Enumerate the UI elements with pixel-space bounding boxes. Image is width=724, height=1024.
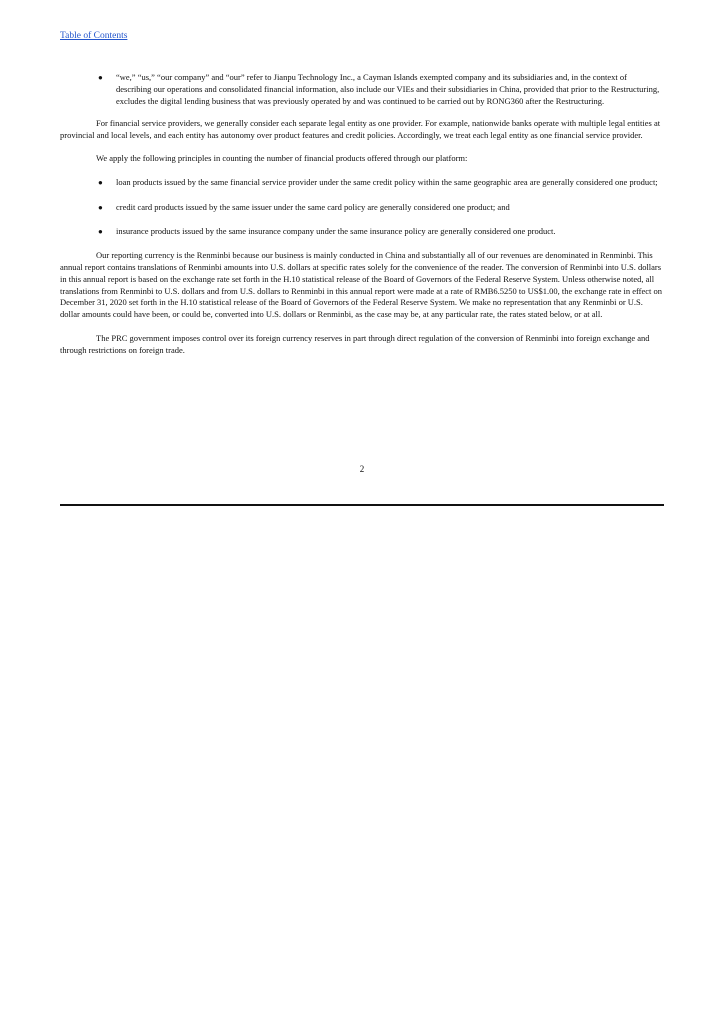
- page-number: 2: [359, 464, 365, 474]
- principle-loan-products-text: loan products issued by the same financial service provider under the same credit policy within the same geographic area are generally considered one product;: [116, 176, 658, 187]
- financial-service-providers-paragraph: For financial service providers, we generally consider each separate legal entity as one provider. For example, nationwide banks operate with multiple legal entities at provincial and local levels, and each entity has autonomy over product features and credit policies. Accordingly, we treat each legal entity as one financial service provider.: [60, 118, 661, 141]
- reporting-currency-paragraph: Our reporting currency is the Renminbi because our business is mainly conducted in China and substantially all of our revenues are denominated in Renminbi. This annual report contains translations of Renminbi amounts into U.S. dollars at specific rates solely for the convenience of the reader. The conversion of Renminbi into U.S. dollars in this annual report is based on the exchange rate set forth in the H.10 statistical release of the Board of Governors of the Federal Reserve System. Unless otherwise noted, all translations from Renminbi to U.S. dollars and from U.S. dollars to Renminbi in this annual report were made at a rate of RMB6.5250 to US$1.00, the exchange rate in effect on December 31, 2020 set forth in the H.10 statistical release of the Board of Governors of the Federal Reserve System. We make no representation that any Renminbi or U.S. dollar amounts could have been, or could be, converted into U.S. dollars or Renminbi, as the case may be, at any particular rate, the rates stated below, or at all.: [60, 250, 663, 320]
- principle-list-item: [60, 226, 664, 238]
- principle-list-item: [60, 202, 664, 214]
- bullet-icon: ●: [98, 73, 103, 82]
- definition-list-item: [60, 72, 664, 107]
- page-content: [60, 72, 664, 357]
- table-of-contents-link[interactable]: Table of Contents: [60, 31, 128, 41]
- prc-government-paragraph: The PRC government imposes control over its foreign currency reserves in part through direct regulation of the conversion of Renminbi into foreign exchange and through restrictions on foreign trade.: [60, 332, 650, 355]
- definition-we-us-text: “we,” “us,” “our company” and “our” refer to Jianpu Technology Inc., a Cayman Islands exempted company and its subsidiaries and, in the context of describing our operations and consolidated financial information, also include our VIEs and their subsidiaries in China, provided that prior to the Restructuring, excludes the digital lending business that was previously operated by and was continued to be carried out by RONG360 after the Restructuring.: [116, 72, 660, 106]
- bullet-icon: ●: [98, 177, 103, 187]
- bullet-icon: ●: [98, 202, 103, 212]
- principle-credit-card-text: credit card products issued by the same issuer under the same card policy are generally considered one product; and: [116, 201, 510, 212]
- principles-intro-paragraph: We apply the following principles in counting the number of financial products offered through our platform:: [96, 152, 468, 163]
- bullet-icon: ●: [98, 227, 103, 237]
- principle-insurance-text: insurance products issued by the same insurance company under the same insurance policy are generally considered one product.: [116, 226, 556, 237]
- principle-list-item: [60, 177, 664, 189]
- page-divider: [60, 504, 664, 506]
